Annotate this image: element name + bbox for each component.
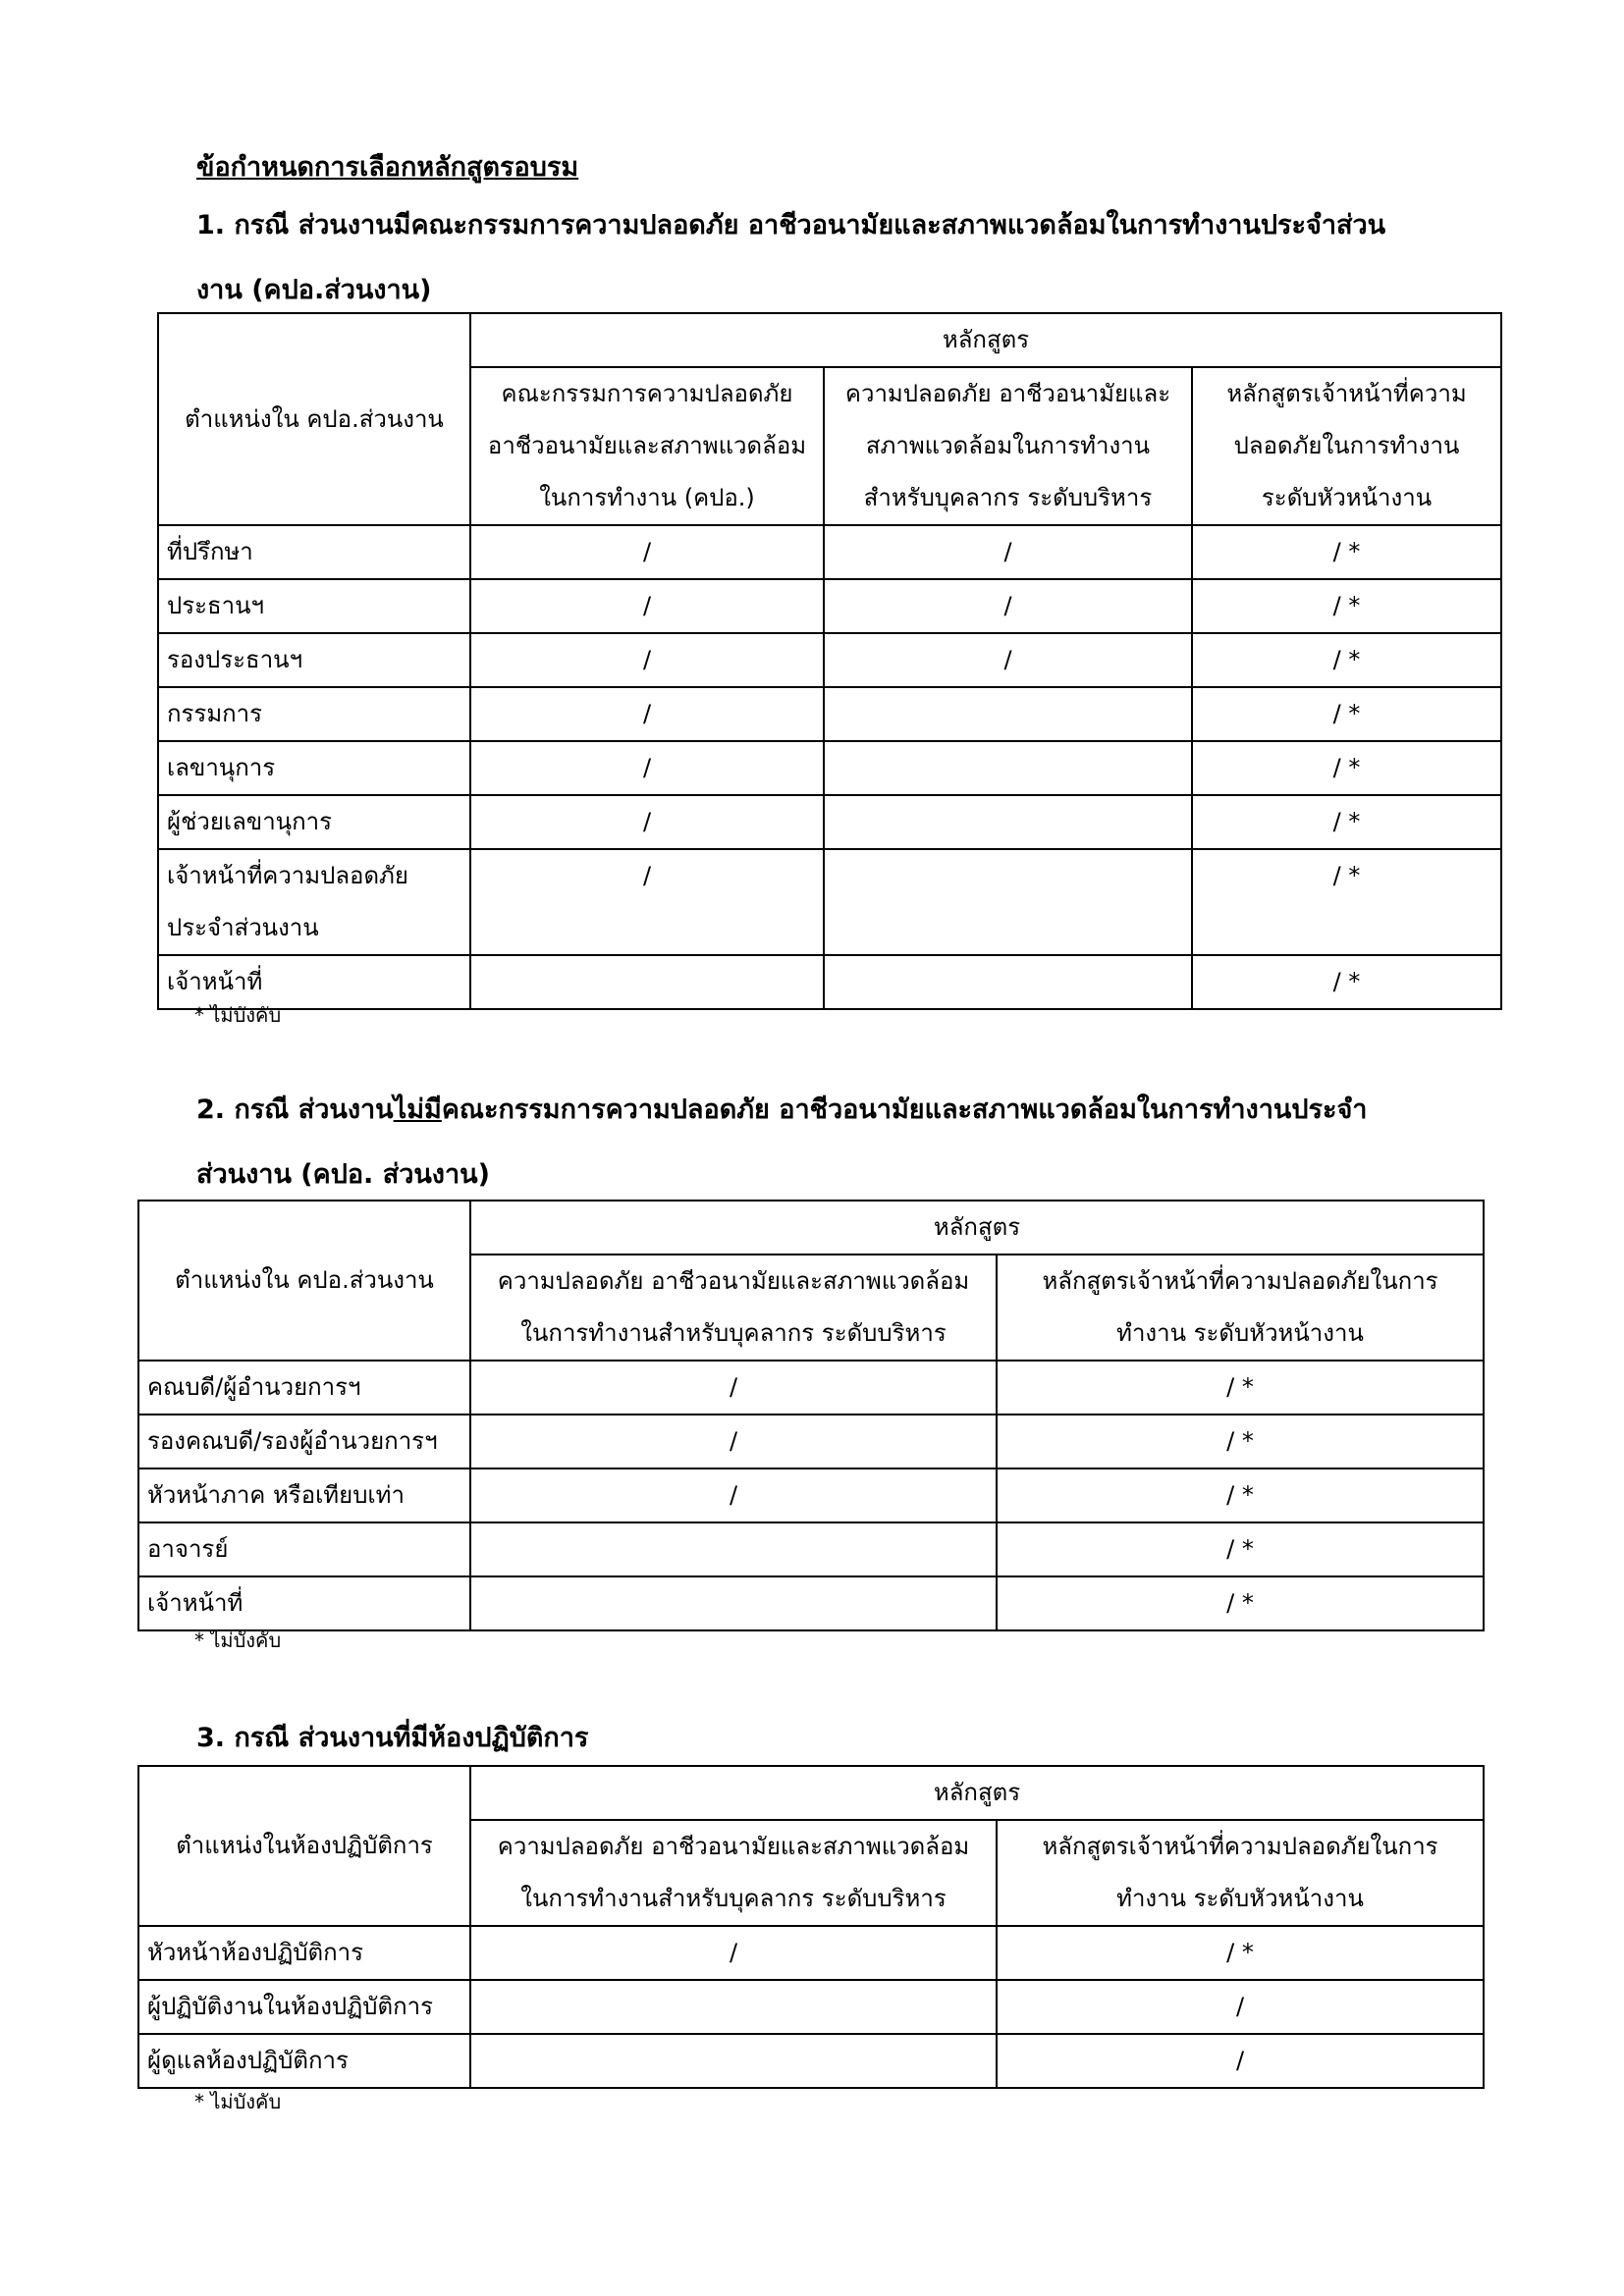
section2-heading-line2: ส่วนงาน (คปอ. ส่วนงาน) [196,1159,490,1190]
section3-course-col-1 [470,1820,997,1926]
section2-course-col-2-line2: ทำงาน ระดับหัวหน้างาน [1116,1319,1364,1347]
position-cell: ผู้ดูแลห้องปฏิบัติการ [138,2034,470,2088]
check-cell [824,687,1192,741]
table-row [138,1522,1484,1576]
section3-footnote: * ไม่บังคับ [194,2090,282,2113]
section2-course-col-2-line1: หลักสูตรเจ้าหน้าที่ความปลอดภัยในการ [1042,1267,1438,1295]
check-cell: / [470,687,824,741]
check-cell: / [997,2034,1484,2088]
section1-course-col-3 [1192,367,1501,525]
position-cell: รองประธานฯ [158,633,470,687]
section2-heading-suffix: คณะกรรมการความปลอดภัย อาชีวอนามัยและสภาพแวดล้อมในการทำงานประจำ [441,1095,1368,1125]
check-cell: / [470,579,824,633]
check-cell: / [470,795,824,849]
check-cell: / * [997,1926,1484,1980]
section1-heading-line2: งาน (คปอ.ส่วนงาน) [196,275,432,305]
section1-course-col-2-line3: สำหรับบุคลากร ระดับบริหาร [863,484,1153,511]
section1-course-col-1-line3: ในการทำงาน (คปอ.) [539,484,755,511]
check-cell: / [470,1926,997,1980]
section1-table [157,312,1502,1010]
check-cell: / * [997,1415,1484,1468]
section2-footnote: * ไม่บังคับ [194,1629,282,1652]
table-row [158,849,1501,955]
section2-course-col-1-line1: ความปลอดภัย อาชีวอนามัยและสภาพแวดล้อม [497,1267,970,1295]
check-cell: / [470,1468,997,1522]
section3-course-col-2-line2: ทำงาน ระดับหัวหน้างาน [1116,1885,1364,1912]
check-cell: / * [1192,849,1501,955]
page-title: ข้อกำหนดการเลือกหลักสูตรอบรม [196,152,579,183]
check-cell [470,1576,997,1630]
section1-course-col-3-line3: ระดับหัวหน้างาน [1261,484,1433,511]
position-cell: หัวหน้าภาค หรือเทียบเท่า [138,1468,470,1522]
table-row [158,687,1501,741]
check-cell [470,1522,997,1576]
section1-heading-line1: 1. กรณี ส่วนงานมีคณะกรรมการความปลอดภัย อาชีวอนามัยและสภาพแวดล้อมในการทำงานประจำส่วน [196,210,1386,240]
check-cell: / [470,849,824,955]
table-row [158,741,1501,795]
table-row [158,579,1501,633]
check-cell: / [470,741,824,795]
section3-course-header: หลักสูตร [470,1766,1484,1820]
position-cell: ผู้ช่วยเลขานุการ [158,795,470,849]
check-cell [824,849,1192,955]
section2-position-header: ตำแหน่งใน คปอ.ส่วนงาน [138,1201,470,1361]
check-cell: / * [1192,633,1501,687]
section2-course-col-2 [997,1255,1484,1361]
position-cell: หัวหน้าห้องปฏิบัติการ [138,1926,470,1980]
section1-course-col-1-line1: คณะกรรมการความปลอดภัย [501,380,793,407]
position-cell: กรรมการ [158,687,470,741]
check-cell [470,955,824,1009]
section3-course-col-2-line1: หลักสูตรเจ้าหน้าที่ความปลอดภัยในการ [1042,1833,1438,1860]
position-cell: เจ้าหน้าที่ [138,1576,470,1630]
check-cell [824,795,1192,849]
check-cell: / * [1192,687,1501,741]
position-cell: อาจารย์ [138,1522,470,1576]
section1-position-header: ตำแหน่งใน คปอ.ส่วนงาน [158,313,470,525]
position-cell: เลขานุการ [158,741,470,795]
check-cell: / [824,579,1192,633]
table-row [158,633,1501,687]
check-cell: / [470,525,824,579]
position-cell-line1: เจ้าหน้าที่ความปลอดภัย [167,862,408,889]
check-cell: / [470,633,824,687]
check-cell: / [824,633,1192,687]
section3-course-col-2 [997,1820,1484,1926]
table-row [138,1361,1484,1415]
section1-course-header: หลักสูตร [470,313,1501,367]
section1-footnote: * ไม่บังคับ [194,1003,282,1027]
check-cell [824,955,1192,1009]
section1-heading [196,193,1385,323]
table-row [138,1576,1484,1630]
section1-course-col-3-line1: หลักสูตรเจ้าหน้าที่ความ [1226,380,1467,407]
check-cell [470,2034,997,2088]
section3-table [137,1765,1485,2089]
section1-course-col-1-line2: อาชีวอนามัยและสภาพแวดล้อม [487,432,807,459]
table-row [158,525,1501,579]
check-cell: / [824,525,1192,579]
position-cell: ประธานฯ [158,579,470,633]
position-cell: คณบดี/ผู้อำนวยการฯ [138,1361,470,1415]
position-cell-line2: ประจำส่วนงาน [167,914,319,941]
check-cell: / [470,1361,997,1415]
check-cell: / * [1192,955,1501,1009]
check-cell: / * [1192,795,1501,849]
section3-course-col-1-line1: ความปลอดภัย อาชีวอนามัยและสภาพแวดล้อม [497,1833,970,1860]
check-cell: / * [997,1522,1484,1576]
position-cell: เจ้าหน้าที่ [158,955,470,1009]
section3-heading: 3. กรณี ส่วนงานที่มีห้องปฏิบัติการ [196,1723,589,1753]
check-cell: / * [1192,741,1501,795]
section2-table [137,1200,1485,1631]
check-cell: / * [997,1468,1484,1522]
table-row [138,1468,1484,1522]
section3-course-col-1-line2: ในการทำงานสำหรับบุคลากร ระดับบริหาร [520,1885,947,1912]
check-cell: / * [997,1361,1484,1415]
table-row [138,1980,1484,2034]
section1-course-col-2 [824,367,1192,525]
check-cell [824,741,1192,795]
section2-heading-line1 [196,1078,1367,1143]
table-row [138,2034,1484,2088]
check-cell: / * [997,1576,1484,1630]
position-cell: ที่ปรึกษา [158,525,470,579]
section1-course-col-3-line2: ปลอดภัยในการทำงาน [1233,432,1460,459]
check-cell [470,1980,997,2034]
check-cell: / * [1192,525,1501,579]
section2-heading-prefix: 2. กรณี ส่วนงาน [196,1095,394,1125]
check-cell: / * [1192,579,1501,633]
table-row [158,795,1501,849]
table-row [138,1926,1484,1980]
table-row [158,955,1501,1009]
position-cell [158,849,470,955]
section2-course-header: หลักสูตร [470,1201,1484,1255]
section2-course-col-1 [470,1255,997,1361]
section3-position-header: ตำแหน่งในห้องปฏิบัติการ [138,1766,470,1926]
check-cell: / [997,1980,1484,2034]
section2-heading [196,1078,1367,1207]
section1-course-col-2-line1: ความปลอดภัย อาชีวอนามัยและ [844,380,1171,407]
check-cell: / [470,1415,997,1468]
table-row [138,1415,1484,1468]
position-cell: รองคณบดี/รองผู้อำนวยการฯ [138,1415,470,1468]
section1-course-col-2-line2: สภาพแวดล้อมในการทำงาน [865,432,1151,459]
section2-heading-underlined: ไม่มี [393,1095,442,1125]
section1-course-col-1 [470,367,824,525]
position-cell: ผู้ปฏิบัติงานในห้องปฏิบัติการ [138,1980,470,2034]
section2-course-col-1-line2: ในการทำงานสำหรับบุคลากร ระดับบริหาร [520,1319,947,1347]
